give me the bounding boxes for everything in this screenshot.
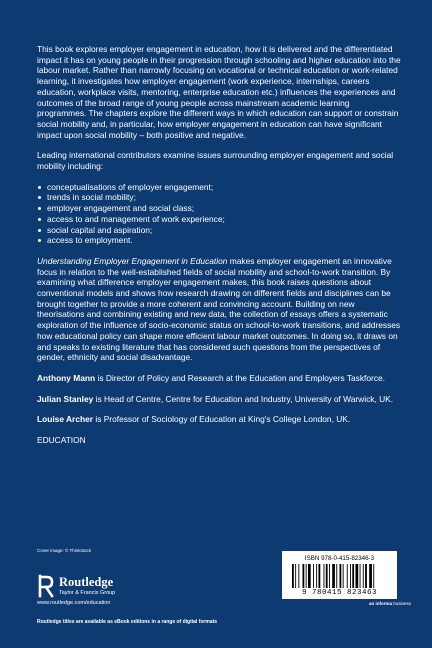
publisher-logo bbox=[37, 573, 187, 603]
publisher-name: Routledge bbox=[59, 575, 114, 589]
cover-image-credit: Cover image: © Thinkstock bbox=[37, 548, 92, 553]
editor-bio-text: is Head of Centre, Centre for Education and Industry, University of Warwick, UK. bbox=[93, 393, 394, 404]
contributors-paragraph: Leading international contributors examine issues surrounding employer engagement and social mobility including: bbox=[37, 150, 394, 172]
informa-lead: an informa bbox=[369, 601, 393, 606]
topic-item: access to employment. bbox=[37, 235, 401, 246]
editor-bio-text: is Director of Policy and Research at the Education and Employers Taskforce. bbox=[95, 372, 386, 383]
editor-name: Julian Stanley bbox=[37, 393, 94, 404]
back-cover-text bbox=[37, 44, 401, 456]
intro-paragraph: This book explores employer engagement in education, how it is delivered and the differentiated impact it has on young people in their progression through schooling and higher education into the labour market. Rather than narrowly focusing on vocational or technical education or work-related learning, it investigates how employer engagement (work experience, internships, careers education, workplace visits, mentoring, enterprise education etc.) influences the experiences and outcomes of the broad range of young people across mainstream academic learning programmes. The chapters explore the different ways in which education can support or constrain social mobility and, in particular, how employer engagement in education can have significant impact upon social mobility – both positive and negative. bbox=[37, 44, 401, 140]
topic-item: trends in social mobility; bbox=[37, 192, 401, 203]
editor-bio-text: is Professor of Sociology of Education at King's College London, UK. bbox=[93, 414, 351, 425]
topic-item: conceptualisations of employer engagement; bbox=[37, 182, 401, 193]
editor-bio bbox=[37, 414, 401, 425]
editor-bio bbox=[37, 373, 401, 384]
topic-item: social capital and aspiration; bbox=[37, 225, 401, 236]
topic-item: employer engagement and social class; bbox=[37, 203, 401, 214]
barcode-digits: 9 780415 823463 bbox=[301, 589, 377, 597]
topic-item: access to and management of work experience; bbox=[37, 214, 401, 225]
routledge-r-logo-icon bbox=[37, 574, 55, 598]
topic-list bbox=[37, 182, 401, 246]
description-text: makes employer engagement an innovative focus in relation to the well-established fields of social mobility and school-to-work transition. By examining what difference employer engagement makes, this book raises questions about conventional models and shows how research drawing on different fields and disciplines can be brought together to provide a more coherent and convincing account. Building on new theorisations and combining existing and new data, the collection of essays offers a systematic exploration of the influence of socio-economic status on school-to-work transitions, and addresses how educational policy can shape more efficient labour market outcomes. In doing so, it draws on and speaks to existing literature that has considered such questions from the perspectives of gender, ethnicity and social disadvantage. bbox=[37, 255, 401, 363]
ebook-note: Routledge titles are available as eBook editions in a range of digital formats bbox=[37, 619, 218, 625]
editor-name: Louise Archer bbox=[37, 414, 94, 425]
isbn-label: ISBN 978-0-415-82346-3 bbox=[304, 555, 375, 562]
description-paragraph bbox=[37, 256, 401, 363]
isbn-barcode-box bbox=[282, 551, 397, 599]
subject-category: EDUCATION bbox=[37, 435, 86, 446]
informa-business bbox=[369, 601, 411, 606]
book-title: Understanding Employer Engagement in Education bbox=[37, 255, 228, 266]
informa-rest: business bbox=[392, 601, 412, 606]
barcode-icon bbox=[291, 564, 388, 588]
publisher-group: Taylor & Francis Group bbox=[59, 590, 116, 596]
editor-name: Anthony Mann bbox=[37, 372, 96, 383]
editor-bio bbox=[37, 394, 401, 405]
publisher-website[interactable]: www.routledge.com/education bbox=[37, 600, 111, 606]
